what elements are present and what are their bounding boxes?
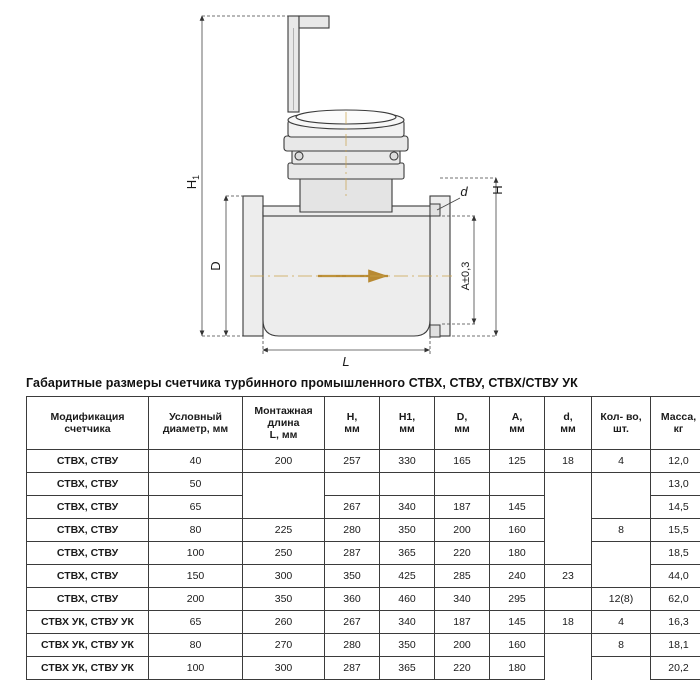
cell-mass: 13,0 [651, 473, 700, 496]
cell-d-big: 340 [435, 588, 490, 611]
cell-modification: СТВХ, СТВУ [27, 450, 149, 473]
label-a: A±0,3 [460, 261, 472, 291]
cell-a: 145 [490, 611, 545, 634]
cell-mass: 20,2 [651, 657, 700, 680]
cell-nominal-diameter: 80 [149, 519, 243, 542]
cell-mass: 12,0 [651, 450, 700, 473]
antenna-cable [288, 16, 329, 112]
cell-d-small [545, 542, 592, 565]
cell-quantity [592, 565, 651, 588]
cell-h1: 330 [380, 450, 435, 473]
cell-h: 280 [325, 519, 380, 542]
cell-h: 267 [325, 496, 380, 519]
cell-d-small [545, 588, 592, 611]
cell-d-big: 187 [435, 611, 490, 634]
label-h1: $H_1$ [184, 174, 201, 190]
cell-d-small: 18 [545, 611, 592, 634]
cell-a: 145 [490, 496, 545, 519]
cell-mass: 44,0 [651, 565, 700, 588]
cell-nominal-diameter: 50 [149, 473, 243, 496]
dimensions-table [26, 396, 700, 680]
cell-install-length: 250 [243, 542, 325, 565]
cell-d-big [435, 473, 490, 496]
cell-h1: 340 [380, 496, 435, 519]
cell-nominal-diameter: 100 [149, 657, 243, 680]
cell-install-length: 300 [243, 565, 325, 588]
cell-d-big: 220 [435, 542, 490, 565]
cell-nominal-diameter: 65 [149, 496, 243, 519]
cell-quantity: 4 [592, 611, 651, 634]
cell-mass: 18,5 [651, 542, 700, 565]
cell-quantity [592, 657, 651, 680]
cell-quantity: 8 [592, 634, 651, 657]
cell-quantity [592, 542, 651, 565]
cell-install-length [243, 473, 325, 496]
table-row [27, 450, 700, 473]
cell-h: 267 [325, 611, 380, 634]
cell-modification: СТВХ УК, СТВУ УК [27, 657, 149, 680]
cell-a: 180 [490, 542, 545, 565]
cell-install-length: 270 [243, 634, 325, 657]
cell-mass: 14,5 [651, 496, 700, 519]
cell-install-length: 350 [243, 588, 325, 611]
cell-nominal-diameter: 150 [149, 565, 243, 588]
cell-a [490, 473, 545, 496]
label-l: L [342, 354, 350, 369]
cell-h1 [380, 473, 435, 496]
cell-d-small: 23 [545, 565, 592, 588]
cell-modification: СТВХ, СТВУ [27, 588, 149, 611]
table-header-row [27, 397, 700, 450]
cell-d-big: 285 [435, 565, 490, 588]
col-header-a: A, мм [490, 397, 545, 450]
cell-a: 240 [490, 565, 545, 588]
table-row [27, 565, 700, 588]
table-row [27, 473, 700, 496]
cell-a: 160 [490, 634, 545, 657]
label-h: H [490, 185, 505, 195]
cell-install-length: 300 [243, 657, 325, 680]
cell-modification: СТВХ, СТВУ [27, 565, 149, 588]
cell-install-length [243, 496, 325, 519]
cell-h: 287 [325, 657, 380, 680]
cell-d-small [545, 657, 592, 680]
cell-d-big: 187 [435, 496, 490, 519]
cell-modification: СТВХ, СТВУ [27, 519, 149, 542]
cell-h: 280 [325, 634, 380, 657]
cell-h1: 340 [380, 611, 435, 634]
body-outline [243, 176, 450, 336]
cell-d-big: 200 [435, 519, 490, 542]
label-d-small: d [460, 184, 468, 199]
cell-d-big: 165 [435, 450, 490, 473]
col-header-h: H, мм [325, 397, 380, 450]
cell-mass: 16,3 [651, 611, 700, 634]
cell-mass: 15,5 [651, 519, 700, 542]
cell-install-length: 225 [243, 519, 325, 542]
table-caption: Габаритные размеры счетчика турбинного промышленного СТВХ, СТВУ, СТВХ/СТВУ УК [26, 376, 578, 390]
cell-h: 350 [325, 565, 380, 588]
cell-h1: 350 [380, 519, 435, 542]
cell-d-big: 200 [435, 634, 490, 657]
cell-mass: 18,1 [651, 634, 700, 657]
cell-modification: СТВХ, СТВУ [27, 496, 149, 519]
cell-d-small [545, 634, 592, 657]
cell-modification: СТВХ УК, СТВУ УК [27, 634, 149, 657]
col-header-modification: Модификация счетчика [27, 397, 149, 450]
col-header-mass: Масса, кг [651, 397, 700, 450]
cell-quantity: 8 [592, 519, 651, 542]
col-header-nominal-diameter: Условный диаметр, мм [149, 397, 243, 450]
table-row [27, 611, 700, 634]
table-row [27, 657, 700, 680]
cell-install-length: 200 [243, 450, 325, 473]
cell-mass: 62,0 [651, 588, 700, 611]
cell-h: 287 [325, 542, 380, 565]
cell-d-big: 220 [435, 657, 490, 680]
dimensions-table-wrap [0, 396, 700, 680]
cell-d-small [545, 496, 592, 519]
cell-h1: 425 [380, 565, 435, 588]
table-row [27, 496, 700, 519]
cell-modification: СТВХ, СТВУ [27, 473, 149, 496]
cell-h: 360 [325, 588, 380, 611]
cell-modification: СТВХ, СТВУ [27, 542, 149, 565]
cell-nominal-diameter: 65 [149, 611, 243, 634]
cell-nominal-diameter: 80 [149, 634, 243, 657]
label-d-big: D [208, 261, 223, 271]
cell-a: 295 [490, 588, 545, 611]
col-header-d-small: d, мм [545, 397, 592, 450]
cell-h1: 350 [380, 634, 435, 657]
cell-quantity: 4 [592, 450, 651, 473]
cell-quantity: 12(8) [592, 588, 651, 611]
col-header-install-length: Монтажная длина L, мм [243, 397, 325, 450]
cell-install-length: 260 [243, 611, 325, 634]
cell-d-small [545, 519, 592, 542]
cell-nominal-diameter: 40 [149, 450, 243, 473]
table-row [27, 588, 700, 611]
cell-d-small: 18 [545, 450, 592, 473]
cell-modification: СТВХ УК, СТВУ УК [27, 611, 149, 634]
cell-h [325, 473, 380, 496]
col-header-h1: H1, мм [380, 397, 435, 450]
cell-h1: 460 [380, 588, 435, 611]
cell-a: 160 [490, 519, 545, 542]
cell-h: 257 [325, 450, 380, 473]
table-row [27, 634, 700, 657]
cell-nominal-diameter: 100 [149, 542, 243, 565]
table-row [27, 542, 700, 565]
col-header-quantity: Кол- во, шт. [592, 397, 651, 450]
col-header-d-big: D, мм [435, 397, 490, 450]
cell-quantity [592, 496, 651, 519]
cell-quantity [592, 473, 651, 496]
cell-nominal-diameter: 200 [149, 588, 243, 611]
table-row [27, 519, 700, 542]
cell-d-small [545, 473, 592, 496]
cell-a: 180 [490, 657, 545, 680]
table-body [27, 450, 700, 680]
cell-h1: 365 [380, 542, 435, 565]
cell-a: 125 [490, 450, 545, 473]
cell-h1: 365 [380, 657, 435, 680]
